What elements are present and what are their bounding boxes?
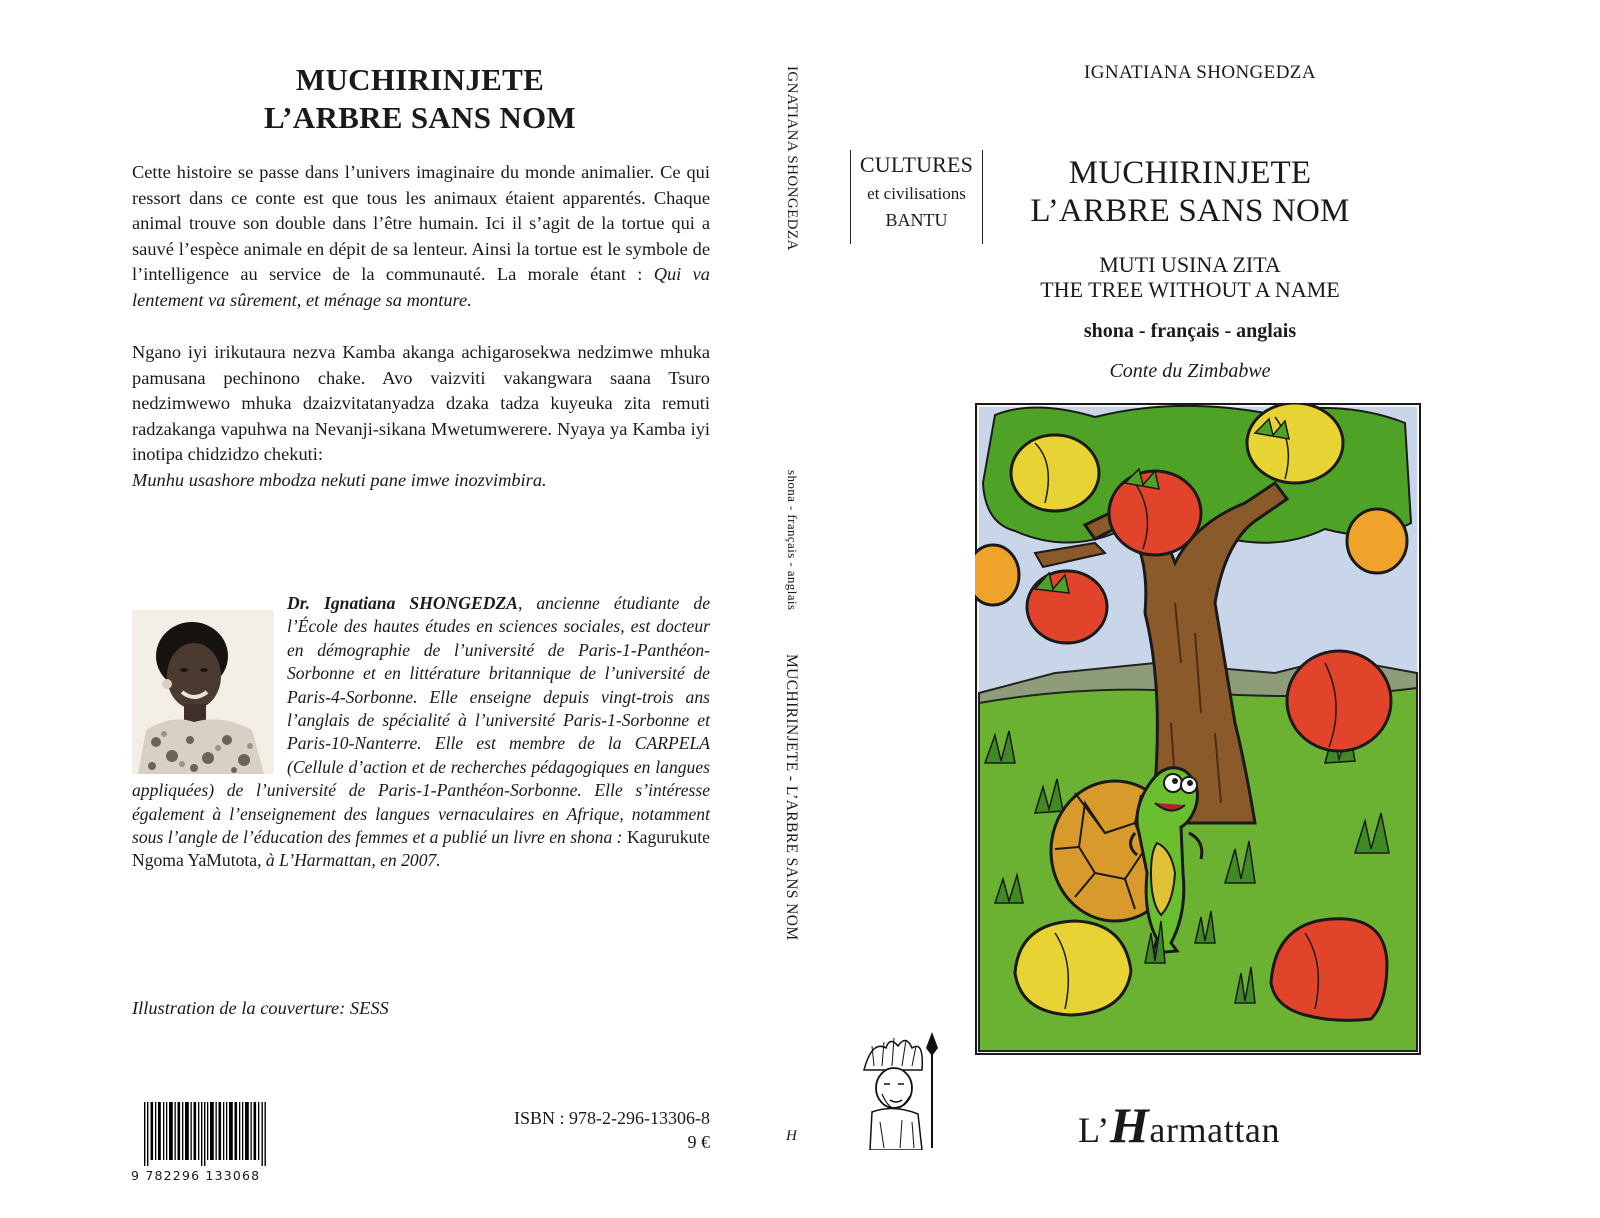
spine-languages: shona - français - anglais <box>785 470 800 611</box>
bio-end: à L’Harmattan, en 2007. <box>261 850 441 871</box>
illustration-credit: Illustration de la couverture: SESS <box>132 998 389 1018</box>
mutota-logo <box>852 1030 952 1150</box>
collection-line1: CULTURES <box>859 152 974 177</box>
collection-line2: et civilisations <box>867 184 966 203</box>
front-cover <box>830 0 1600 1218</box>
front-languages: shona - français - anglais <box>1083 320 1297 342</box>
french-summary <box>132 160 710 314</box>
french-moral: Qui va lentement va sûrement, et ménage sa monture. <box>132 264 711 310</box>
collection-line3: BANTU <box>885 210 948 230</box>
shona-summary-text: Ngano iyi irikutaura nezva Kamba akanga achigarosekwa nedzimwe mhuka pamusana pechinono chake. Avo vaizviti vakangwara saana Tsuro nedzimwewo mhuka dzaizvitatanyadza dzaka tadza kuyeuka zita remuti radzakanga vapuhwa na Nevanji-sikana Mwetumwerere. Nyaya ya Kamba iyi inotipa chidzidzo chekuti: <box>132 342 710 465</box>
french-summary-text: Cette histoire se passe dans l’univers imaginaire du monde animalier. Ce qui ressort dans ce conte est que tous les animaux étaient apparentés. Chaque animal trouve son double dans l’être humain. Ici il s’agit de la tortue qui a sauvé l’espèce animale en dépit de sa lenteur. Ainsi la tortue est le symbole de l’intelligence au service de la communauté. La morale étant : <box>132 162 710 285</box>
back-title-line2: L’ARBRE SANS NOM <box>264 100 576 135</box>
bio-book-title: Kagurukute Ngoma YaMutota, <box>132 827 710 871</box>
front-subtitle-line1: MUTI USINA ZITA <box>1099 252 1281 277</box>
spine-author: IGNATIANA SHONGEDZA <box>784 66 800 251</box>
collection-badge <box>850 150 983 244</box>
bio-name: Dr. Ignatiana SHONGEDZA <box>287 593 518 613</box>
front-title-line1: MUCHIRINJETE <box>1068 155 1312 191</box>
front-title-line2: L’ARBRE SANS NOM <box>1030 193 1350 229</box>
isbn: ISBN : 978-2-296-13306-8 <box>514 1108 710 1128</box>
spine <box>770 0 830 1218</box>
publisher-logo <box>1078 1096 1280 1154</box>
back-title-line1: MUCHIRINJETE <box>295 62 545 97</box>
publisher-rest: armattan <box>1149 1110 1281 1150</box>
bio-body: , ancienne étudiante de l’École des hautes études en sciences sociales, est docteur en démographie de l’université de Paris-1-Panthéon-Sorbonne et en littérature britannique de l’université de Paris-4-Sorbonne. Elle enseigne depuis vingt-trois ans l’anglais de spécialité à l’université Paris-1-Sorbonne et Paris-10-Nanterre. Elle est membre de la CARPELA (Cellule d’action et de recherches pédagogiques en langues appliquées) de l’université de Paris-1-Panthéon-Sorbonne. Elle s’intéresse également à l’enseignement des langues vernaculaires en Afrique, notamment sous l’angle de l’éducation des femmes et a publié un livre en shona : <box>132 593 711 848</box>
front-author: IGNATIANA SHONGEDZA <box>1084 62 1316 83</box>
publisher-prefix: L’ <box>1078 1110 1110 1150</box>
shona-moral: Munhu usashore mbodza nekuti pane imwe inozvimbira. <box>132 469 547 490</box>
publisher-h: H <box>1109 1097 1150 1153</box>
author-photo <box>132 610 274 774</box>
spine-title: MUCHIRINJETE - L’ARBRE SANS NOM <box>783 654 800 941</box>
back-cover <box>0 0 770 1218</box>
cover-illustration <box>975 403 1421 1055</box>
front-subtitle-line2: THE TREE WITHOUT A NAME <box>1040 277 1340 302</box>
spine-publisher-mark: H <box>786 1128 797 1144</box>
shona-summary <box>132 340 710 494</box>
barcode-digits: 9 782296 133068 <box>131 1168 261 1183</box>
barcode <box>144 1102 269 1166</box>
price: 9 € <box>687 1132 710 1152</box>
front-genre: Conte du Zimbabwe <box>1109 360 1271 382</box>
